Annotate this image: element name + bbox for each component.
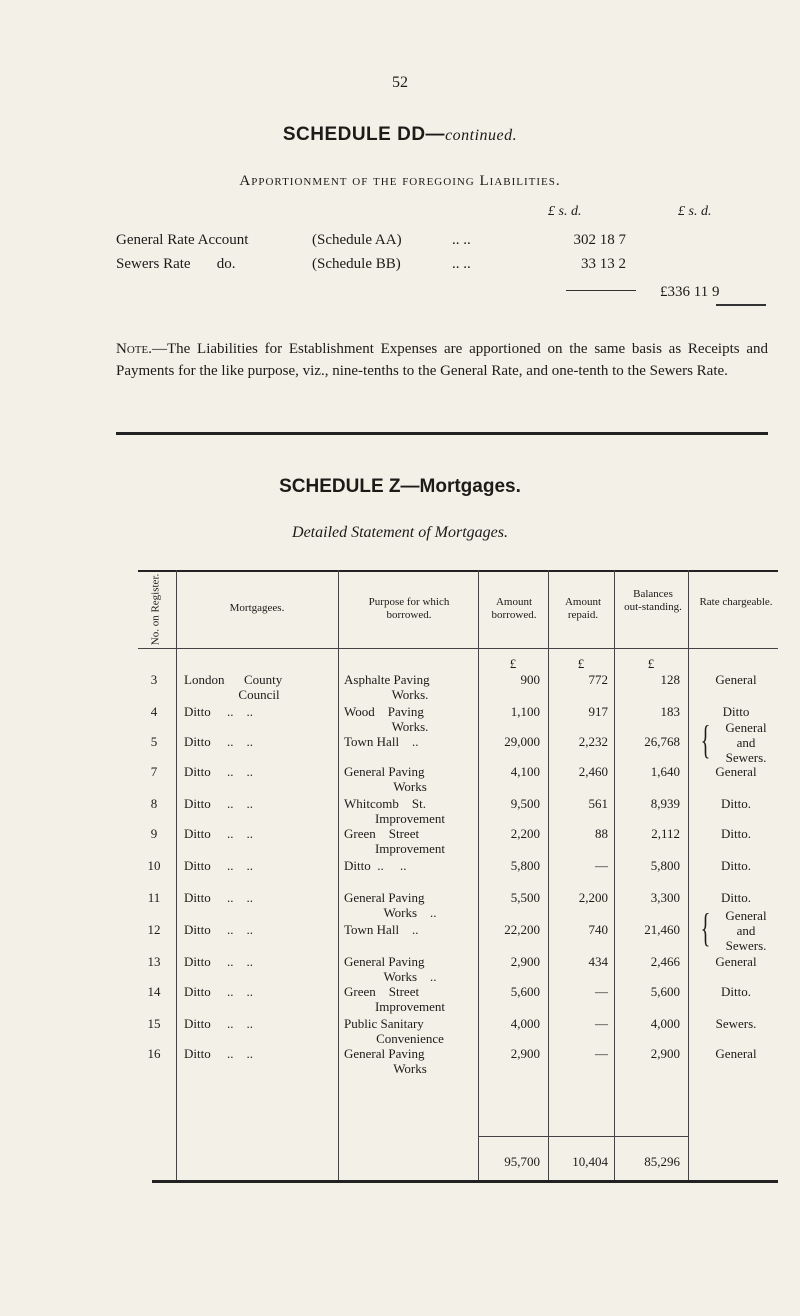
brace-icon: { — [700, 717, 711, 762]
liability-name: General Rate Account — [116, 232, 249, 248]
row-repaid: 2,200 — [578, 890, 608, 905]
row-balance: 2,112 — [651, 826, 680, 841]
total-balance: 85,296 — [644, 1154, 680, 1169]
row-number: 13 — [147, 954, 161, 969]
liability-amount: 302 18 7 — [573, 232, 626, 248]
row-rate: Ditto. — [721, 826, 751, 841]
row-borrowed: 29,000 — [504, 734, 540, 749]
col-divider — [688, 570, 689, 1180]
row-balance: 2,900 — [650, 1046, 680, 1061]
table-bottom-rule — [152, 1180, 778, 1183]
table-top-rule — [138, 570, 778, 572]
row-mortgagee: London County — [184, 672, 283, 687]
liability-amount: 33 13 2 — [581, 256, 626, 272]
liability-dots: .. .. — [452, 256, 471, 272]
row-purpose-line2: Works — [393, 779, 427, 794]
row-repaid: 2,460 — [578, 764, 608, 779]
currency-symbol: £ — [577, 656, 585, 671]
row-balance: 8,939 — [650, 796, 680, 811]
header-purpose: Purpose for which borrowed. — [368, 596, 450, 621]
row-number: 8 — [150, 796, 158, 811]
row-purpose: Public Sanitary — [344, 1016, 424, 1031]
row-balance: 26,768 — [644, 734, 680, 749]
row-purpose-line2: Improvement — [374, 841, 446, 856]
row-borrowed: 2,900 — [510, 1046, 540, 1061]
row-purpose-line2: Works .. — [383, 905, 437, 920]
note-text: —The Liabilities for Establishment Expenses are apportioned on the same basis as Receipts and Payments for the like purpose, viz., nine-tenths to the General Rate, and one-tenth to the Sewers Rate. — [116, 341, 768, 379]
schedule-dd-suffix: continued. — [445, 127, 518, 144]
row-repaid: 434 — [588, 954, 608, 969]
row-purpose-line2: Improvement — [374, 811, 446, 826]
row-rate: Ditto. — [721, 890, 751, 905]
apportionment-heading: Apportionment of the foregoing Liabilities. — [239, 173, 561, 189]
currency-symbol: £ — [647, 656, 655, 671]
row-rate: Ditto — [722, 704, 750, 719]
row-borrowed: 1,100 — [510, 704, 540, 719]
row-repaid: — — [595, 984, 608, 999]
row-number: 11 — [147, 890, 161, 905]
row-purpose-line2: Works. — [391, 719, 429, 734]
header-repaid: Amount repaid. — [564, 596, 602, 621]
row-purpose: General Paving — [344, 954, 425, 969]
subtotal-rule — [566, 290, 636, 291]
total-rule — [716, 304, 766, 306]
row-purpose: General Paving — [344, 1046, 425, 1061]
note-label: Note. — [116, 341, 152, 357]
row-rate: Sewers. — [715, 1016, 757, 1031]
liability-row — [116, 232, 776, 254]
row-purpose: Whitcomb St. — [344, 796, 426, 811]
row-balance: 5,800 — [650, 858, 680, 873]
row-purpose: Wood Paving — [344, 704, 424, 719]
mortgages-table — [138, 570, 778, 1190]
schedule-z-subtitle: Detailed Statement of Mortgages. — [292, 524, 508, 541]
row-borrowed: 22,200 — [504, 922, 540, 937]
row-purpose: Ditto .. .. — [344, 858, 407, 873]
row-repaid: — — [595, 858, 608, 873]
liability-row — [116, 256, 776, 278]
row-purpose: Asphalte Paving — [344, 672, 430, 687]
row-number: 10 — [147, 858, 161, 873]
row-mortgagee: Ditto .. .. — [184, 858, 253, 873]
row-mortgagee: Ditto .. .. — [184, 954, 253, 969]
liability-name: Sewers Rate do. — [116, 256, 236, 272]
row-rate: General and Sewers. — [725, 720, 767, 765]
column-heading-a: £ s. d. — [548, 204, 582, 219]
row-number: 14 — [147, 984, 161, 999]
row-number: 5 — [150, 734, 158, 749]
row-borrowed: 2,200 — [510, 826, 540, 841]
schedule-z-title: SCHEDULE Z—Mortgages. — [279, 476, 521, 497]
row-number: 3 — [150, 672, 158, 687]
row-borrowed: 5,800 — [510, 858, 540, 873]
row-balance: 3,300 — [650, 890, 680, 905]
row-borrowed: 5,500 — [510, 890, 540, 905]
row-borrowed: 2,900 — [510, 954, 540, 969]
row-purpose: General Paving — [344, 890, 425, 905]
row-mortgagee: Ditto .. .. — [184, 764, 253, 779]
row-mortgagee: Ditto .. .. — [184, 704, 253, 719]
section-divider — [116, 432, 768, 435]
row-balance: 5,600 — [650, 984, 680, 999]
header-mortgagees: Mortgagees. — [229, 602, 285, 614]
header-rate: Rate chargeable. — [699, 596, 773, 608]
row-borrowed: 9,500 — [510, 796, 540, 811]
row-number: 12 — [147, 922, 161, 937]
row-balance: 1,640 — [650, 764, 680, 779]
row-borrowed: 5,600 — [510, 984, 540, 999]
row-purpose-line2: Works. — [391, 687, 429, 702]
row-rate: General — [715, 764, 757, 779]
row-borrowed: 4,000 — [510, 1016, 540, 1031]
row-purpose: Green Street — [344, 826, 420, 841]
col-divider — [338, 570, 339, 1180]
row-repaid: — — [595, 1046, 608, 1061]
row-number: 16 — [147, 1046, 161, 1061]
header-rule — [138, 648, 778, 649]
header-balance: Balances out-standing. — [624, 588, 682, 613]
col-divider — [176, 570, 177, 1180]
row-rate: Ditto. — [721, 984, 751, 999]
row-mortgagee: Ditto .. .. — [184, 984, 253, 999]
row-purpose: Green Street — [344, 984, 420, 999]
row-repaid: 772 — [588, 672, 608, 687]
row-repaid: 88 — [595, 826, 608, 841]
row-rate: General — [715, 954, 757, 969]
row-purpose: Town Hall .. — [344, 734, 419, 749]
row-borrowed: 900 — [520, 672, 540, 687]
row-mortgagee: Ditto .. .. — [184, 922, 253, 937]
row-mortgagee: Ditto .. .. — [184, 734, 253, 749]
row-balance: 183 — [660, 704, 680, 719]
column-heading-b: £ s. d. — [678, 204, 712, 219]
row-purpose: General Paving — [344, 764, 425, 779]
row-rate: Ditto. — [721, 796, 751, 811]
page-number: 52 — [392, 74, 408, 91]
row-rate: General — [715, 672, 757, 687]
currency-symbol: £ — [509, 656, 517, 671]
row-number: 9 — [150, 826, 158, 841]
header-borrowed: Amount borrowed. — [491, 596, 537, 621]
liability-desc: (Schedule AA) — [312, 232, 402, 248]
brace-icon: { — [700, 905, 711, 950]
row-balance: 128 — [660, 672, 680, 687]
row-repaid: 561 — [588, 796, 608, 811]
total-repaid: 10,404 — [572, 1154, 608, 1169]
liabilities-total: £336 11 9 — [660, 284, 720, 300]
header-no: No. on Register. — [149, 573, 162, 646]
row-purpose-line2: Improvement — [374, 999, 446, 1014]
row-purpose: Town Hall .. — [344, 922, 419, 937]
total-borrowed: 95,700 — [504, 1154, 540, 1169]
row-repaid: 2,232 — [578, 734, 608, 749]
row-mortgagee: Ditto .. .. — [184, 826, 253, 841]
row-purpose-line2: Convenience — [376, 1031, 444, 1046]
schedule-dd-heading — [0, 124, 800, 146]
schedule-dd-title: SCHEDULE DD— — [282, 124, 446, 145]
note-paragraph — [116, 338, 768, 382]
row-number: 15 — [147, 1016, 161, 1031]
row-mortgagee-line2: Council — [238, 687, 280, 702]
row-rate: Ditto. — [721, 858, 751, 873]
row-repaid: — — [595, 1016, 608, 1031]
total-top-rule — [478, 1136, 688, 1137]
row-mortgagee: Ditto .. .. — [184, 1016, 253, 1031]
row-balance: 4,000 — [650, 1016, 680, 1031]
row-mortgagee: Ditto .. .. — [184, 890, 253, 905]
row-balance: 21,460 — [644, 922, 680, 937]
row-number: 7 — [150, 764, 158, 779]
row-purpose-line2: Works .. — [383, 969, 437, 984]
row-rate: General — [715, 1046, 757, 1061]
row-repaid: 740 — [588, 922, 608, 937]
row-purpose-line2: Works — [393, 1061, 427, 1076]
row-mortgagee: Ditto .. .. — [184, 796, 253, 811]
row-mortgagee: Ditto .. .. — [184, 1046, 253, 1061]
liability-desc: (Schedule BB) — [312, 256, 401, 272]
row-balance: 2,466 — [650, 954, 680, 969]
row-repaid: 917 — [588, 704, 608, 719]
row-number: 4 — [150, 704, 158, 719]
liability-dots: .. .. — [452, 232, 471, 248]
row-borrowed: 4,100 — [510, 764, 540, 779]
row-rate: General and Sewers. — [725, 908, 767, 953]
